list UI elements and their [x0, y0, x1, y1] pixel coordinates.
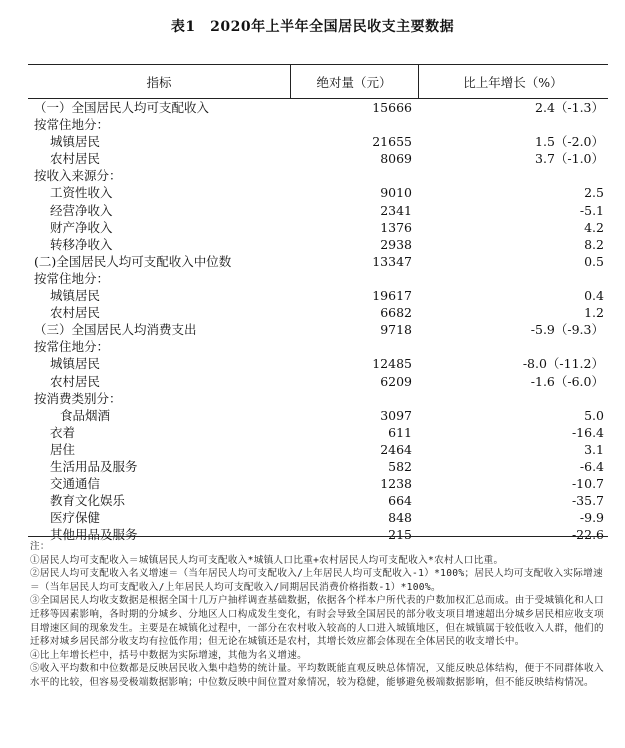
row-absolute-value: 2341 — [380, 202, 412, 218]
row-absolute-value: 6682 — [380, 305, 412, 321]
row-growth-value: 3.7（-1.0） — [535, 151, 604, 167]
note-item: ②居民人均可支配收入名义增速＝（当年居民人均可支配收入/上年居民人均可支配收入-1）*100%；居民人均可支配收入实际增速＝（当年居民人均可支配收入/上年居民人均可支配收入/同期居民消费价格指数-1）*100%。 — [30, 568, 603, 593]
table-body — [28, 99, 608, 543]
table-row — [28, 475, 608, 492]
table-row — [28, 390, 608, 407]
bottom-rule — [28, 536, 608, 537]
row-growth-value: -16.4 — [571, 424, 604, 440]
row-growth-value: 1.2 — [584, 305, 604, 321]
row-indicator: 教育文化娱乐 — [50, 493, 126, 509]
row-indicator: 城镇居民 — [50, 288, 101, 304]
row-absolute-value: 582 — [388, 458, 412, 474]
table-row — [28, 236, 608, 253]
table-row — [28, 492, 608, 509]
row-absolute-value: 9010 — [380, 185, 412, 201]
row-growth-value: 5.0 — [584, 407, 604, 423]
table-notes — [30, 540, 606, 690]
row-growth-value: 0.4 — [584, 288, 604, 304]
table-title: 表1 2020年上半年全国居民收支主要数据 — [170, 19, 455, 35]
header-divider-1 — [290, 64, 291, 98]
row-growth-value: -10.7 — [571, 476, 604, 492]
row-growth-value: -35.7 — [571, 493, 604, 509]
table-header — [28, 64, 608, 99]
row-absolute-value: 15666 — [372, 100, 412, 115]
row-indicator: 按常住地分： — [34, 339, 110, 355]
table-row — [28, 287, 608, 304]
row-indicator: 衣着 — [50, 424, 76, 440]
row-indicator: (二)全国居民人均可支配收入中位数 — [34, 253, 232, 269]
row-indicator: 经营净收入 — [50, 202, 113, 218]
row-growth-value: 8.2 — [584, 236, 604, 252]
table-row — [28, 253, 608, 270]
row-indicator: 按收入来源分： — [34, 168, 122, 184]
table-row — [28, 458, 608, 475]
row-absolute-value: 9718 — [380, 322, 412, 338]
row-indicator: 交通通信 — [50, 476, 101, 492]
row-absolute-value: 21655 — [372, 134, 412, 150]
row-absolute-value: 19617 — [372, 288, 412, 304]
row-indicator: 城镇居民 — [50, 134, 101, 150]
row-growth-value: 4.2 — [584, 219, 604, 235]
row-growth-value: 2.4（-1.3） — [535, 100, 604, 115]
row-absolute-value: 13347 — [372, 253, 412, 269]
row-absolute-value: 848 — [388, 510, 412, 526]
row-indicator: 居住 — [50, 441, 76, 457]
table-row — [28, 424, 608, 441]
row-growth-value: -22.6 — [571, 527, 604, 543]
row-absolute-value: 2938 — [380, 236, 412, 252]
row-growth-value: -6.4 — [579, 458, 604, 474]
row-indicator: 农村居民 — [50, 151, 101, 167]
table-row — [28, 338, 608, 355]
row-indicator: 农村居民 — [50, 373, 101, 389]
row-absolute-value: 215 — [388, 527, 412, 543]
row-growth-value: -5.1 — [579, 202, 604, 218]
row-absolute-value: 12485 — [372, 356, 412, 372]
table-row — [28, 304, 608, 321]
row-indicator: （三）全国居民人均消费支出 — [34, 322, 197, 338]
row-growth-value: -1.6（-6.0） — [530, 373, 604, 389]
table-row — [28, 184, 608, 201]
row-indicator: 按消费类别分： — [34, 390, 122, 406]
row-growth-value: -9.9 — [579, 510, 604, 526]
row-indicator: 按常住地分： — [34, 270, 110, 286]
table-row — [28, 509, 608, 526]
table-row — [28, 270, 608, 287]
table-row — [28, 321, 608, 338]
table-row — [28, 99, 608, 116]
table-row — [28, 407, 608, 424]
row-indicator: 农村居民 — [50, 305, 101, 321]
header-divider-2 — [418, 64, 419, 98]
row-absolute-value: 2464 — [380, 441, 412, 457]
note-item: ④比上年增长栏中，括号中数据为实际增速，其他为名义增速。 — [30, 649, 308, 661]
row-growth-value: 0.5 — [584, 253, 604, 269]
row-growth-value: -8.0（-11.2） — [522, 356, 604, 372]
row-growth-value: -5.9（-9.3） — [530, 322, 604, 338]
table-row — [28, 373, 608, 390]
note-item: ①居民人均可支配收入＝城镇居民人均可支配收入*城镇人口比重+农村居民人均可支配收入*农村人口比重。 — [30, 554, 504, 566]
table-row — [28, 219, 608, 236]
table-row — [28, 116, 608, 133]
table-row — [28, 202, 608, 219]
header-absolute: 绝对量（元） — [316, 75, 392, 90]
row-growth-value: 3.1 — [584, 441, 604, 457]
header-growth: 比上年增长（%） — [463, 75, 563, 90]
row-growth-value: 1.5（-2.0） — [535, 134, 604, 150]
row-indicator: 医疗保健 — [50, 510, 101, 526]
row-indicator: 食品烟酒 — [60, 407, 111, 423]
row-indicator: 城镇居民 — [50, 356, 101, 372]
row-indicator: 工资性收入 — [50, 185, 113, 201]
row-absolute-value: 611 — [388, 424, 412, 440]
note-item: ⑤收入平均数和中位数都是反映居民收入集中趋势的统计量。平均数既能直观反映总体情况，又能反映总体结构，便于不同群体收入水平的比较，但容易受极端数据影响；中位数反映中间位置对象情况，较为稳健，能够避免极端数据影响，但不能反映结构情况。 — [30, 663, 604, 688]
row-indicator: 转移净收入 — [50, 236, 113, 252]
table-row — [28, 150, 608, 167]
row-indicator: 其他用品及服务 — [50, 527, 138, 543]
row-indicator: 财产净收入 — [50, 219, 113, 235]
table-row — [28, 167, 608, 184]
row-absolute-value: 8069 — [380, 151, 412, 167]
row-absolute-value: 664 — [388, 493, 412, 509]
table-row — [28, 441, 608, 458]
note-item: ③全国居民人均收支数据是根据全国十几万户抽样调查基础数据，依据各个样本户所代表的户数加权汇总而成。由于受城镇化和人口迁移等因素影响，各时期的分城乡、分地区人口构成发生变化，有时会导致全国居民的部分收支项目增速超出分城乡居民相应收支项目增速区间的现象发生。主要是在城镇化过程中，一部分在农村收入较高的人口进入城镇地区，但在城镇属于较低收入人群，他们的迁移对城乡居民部分收支均有拉低作用；但无论在城镇还是农村，其增长效应都会体现在全体居民的收支增长中。 — [30, 595, 604, 648]
row-absolute-value: 1376 — [380, 219, 412, 235]
row-indicator: 生活用品及服务 — [50, 458, 138, 474]
row-absolute-value: 3097 — [380, 407, 412, 423]
table-row — [28, 133, 608, 150]
row-indicator: 按常住地分： — [34, 117, 110, 133]
row-absolute-value: 6209 — [380, 373, 412, 389]
table-row — [28, 355, 608, 372]
note-item: 注： — [30, 541, 50, 552]
row-absolute-value: 1238 — [380, 476, 412, 492]
header-indicator: 指标 — [146, 75, 172, 90]
row-growth-value: 2.5 — [584, 185, 604, 201]
row-indicator: （一）全国居民人均可支配收入 — [34, 100, 210, 115]
